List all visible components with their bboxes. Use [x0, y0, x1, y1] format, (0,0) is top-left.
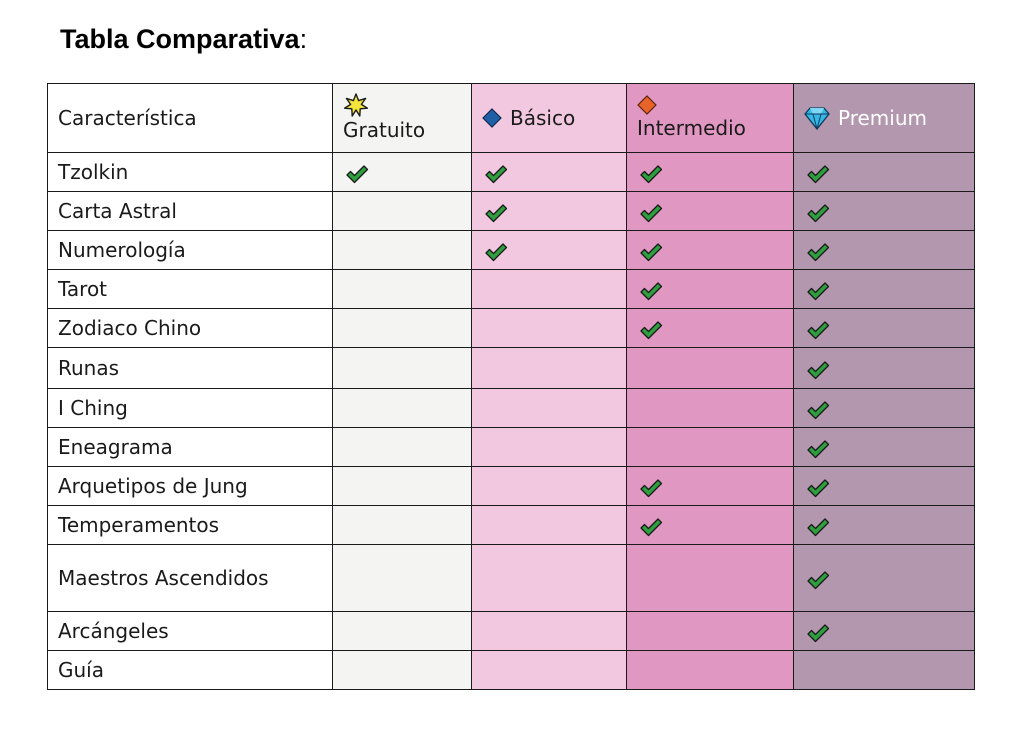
table-body	[48, 153, 975, 690]
table-row	[48, 612, 975, 651]
check-icon	[794, 517, 830, 537]
check-icon	[627, 320, 663, 340]
feature-label: Runas	[58, 356, 120, 380]
plan-cell-gratuito	[333, 192, 472, 231]
table-row	[48, 270, 975, 309]
check-icon	[627, 242, 663, 262]
plan-cell-basico	[472, 153, 627, 192]
plan-cell-intermedio	[627, 309, 794, 348]
plan-cell-basico	[472, 545, 627, 612]
feature-label: Arcángeles	[58, 619, 169, 643]
feature-label: Temperamentos	[58, 513, 220, 537]
plan-cell-intermedio	[627, 389, 794, 428]
plan-cell-basico	[472, 612, 627, 651]
plan-cell-basico	[472, 309, 627, 348]
check-icon	[794, 164, 830, 184]
plan-cell-basico	[472, 428, 627, 467]
star-icon	[343, 93, 471, 117]
page-title-colon: :	[299, 24, 308, 54]
plan-cell-intermedio	[627, 192, 794, 231]
plan-cell-premium	[794, 612, 975, 651]
plan-cell-intermedio	[627, 348, 794, 389]
plan-label-intermedio: Intermedio	[637, 116, 746, 140]
page-title-text: Tabla Comparativa	[60, 24, 300, 54]
feature-cell	[48, 153, 333, 192]
check-icon	[794, 281, 830, 301]
header-plan-intermedio	[627, 84, 794, 153]
feature-cell	[48, 545, 333, 612]
plan-cell-intermedio	[627, 651, 794, 690]
check-icon	[794, 623, 830, 643]
plan-cell-basico	[472, 389, 627, 428]
table-row	[48, 428, 975, 467]
check-icon	[794, 360, 830, 380]
plan-cell-premium	[794, 270, 975, 309]
feature-label: Tzolkin	[58, 160, 129, 184]
feature-cell	[48, 467, 333, 506]
plan-cell-gratuito	[333, 389, 472, 428]
table-row	[48, 153, 975, 192]
plan-cell-premium	[794, 348, 975, 389]
plan-cell-gratuito	[333, 506, 472, 545]
plan-cell-gratuito	[333, 309, 472, 348]
plan-label-basico: Básico	[510, 106, 576, 130]
feature-label: Arquetipos de Jung	[58, 474, 248, 498]
header-plan-basico	[472, 84, 627, 153]
feature-label: Guía	[58, 658, 104, 682]
feature-cell	[48, 389, 333, 428]
plan-cell-premium	[794, 651, 975, 690]
feature-cell	[48, 428, 333, 467]
check-icon	[794, 242, 830, 262]
plan-label-gratuito: Gratuito	[343, 118, 426, 142]
check-icon	[627, 517, 663, 537]
header-feature-label: Característica	[58, 106, 197, 130]
check-icon	[794, 320, 830, 340]
blue-diamond-icon	[482, 108, 502, 128]
check-icon	[333, 164, 369, 184]
feature-cell	[48, 651, 333, 690]
plan-cell-intermedio	[627, 231, 794, 270]
check-icon	[472, 242, 508, 262]
plan-cell-basico	[472, 348, 627, 389]
plan-cell-basico	[472, 651, 627, 690]
check-icon	[794, 439, 830, 459]
plan-cell-premium	[794, 506, 975, 545]
plan-cell-gratuito	[333, 348, 472, 389]
plan-cell-gratuito	[333, 231, 472, 270]
feature-label: Eneagrama	[58, 435, 173, 459]
feature-cell	[48, 348, 333, 389]
plan-cell-intermedio	[627, 270, 794, 309]
table-row	[48, 545, 975, 612]
header-plan-gratuito	[333, 84, 472, 153]
table-row	[48, 231, 975, 270]
plan-cell-intermedio	[627, 506, 794, 545]
table-row	[48, 467, 975, 506]
plan-cell-gratuito	[333, 651, 472, 690]
plan-cell-intermedio	[627, 612, 794, 651]
plan-cell-gratuito	[333, 270, 472, 309]
feature-cell	[48, 506, 333, 545]
orange-diamond-icon	[637, 95, 793, 115]
check-icon	[627, 203, 663, 223]
plan-cell-basico	[472, 231, 627, 270]
gem-icon	[804, 106, 830, 130]
header-row	[48, 84, 975, 153]
feature-label: Zodiaco Chino	[58, 316, 202, 340]
plan-cell-intermedio	[627, 545, 794, 612]
header-feature-cell	[48, 84, 333, 153]
feature-cell	[48, 612, 333, 651]
plan-label-premium: Premium	[838, 106, 927, 130]
comparison-table	[47, 83, 975, 690]
feature-cell	[48, 309, 333, 348]
feature-label: Maestros Ascendidos	[58, 566, 269, 590]
check-icon	[794, 478, 830, 498]
header-plan-premium	[794, 84, 975, 153]
feature-label: Tarot	[58, 277, 108, 301]
check-icon	[627, 164, 663, 184]
feature-label: I Ching	[58, 396, 128, 420]
plan-cell-premium	[794, 545, 975, 612]
plan-cell-intermedio	[627, 428, 794, 467]
check-icon	[627, 281, 663, 301]
table-row	[48, 651, 975, 690]
plan-cell-basico	[472, 467, 627, 506]
check-icon	[472, 203, 508, 223]
table-row	[48, 348, 975, 389]
plan-cell-premium	[794, 428, 975, 467]
plan-cell-premium	[794, 389, 975, 428]
feature-cell	[48, 192, 333, 231]
table-row	[48, 309, 975, 348]
plan-cell-basico	[472, 506, 627, 545]
plan-cell-basico	[472, 270, 627, 309]
plan-cell-gratuito	[333, 153, 472, 192]
table-row	[48, 192, 975, 231]
plan-cell-gratuito	[333, 467, 472, 506]
check-icon	[472, 164, 508, 184]
check-icon	[627, 478, 663, 498]
plan-cell-gratuito	[333, 545, 472, 612]
feature-label: Numerología	[58, 238, 186, 262]
check-icon	[794, 400, 830, 420]
feature-cell	[48, 231, 333, 270]
plan-cell-gratuito	[333, 428, 472, 467]
check-icon	[794, 203, 830, 223]
plan-cell-premium	[794, 467, 975, 506]
plan-cell-gratuito	[333, 612, 472, 651]
plan-cell-intermedio	[627, 467, 794, 506]
plan-cell-premium	[794, 309, 975, 348]
feature-label: Carta Astral	[58, 199, 177, 223]
page-title	[60, 24, 307, 55]
table-row	[48, 506, 975, 545]
check-icon	[794, 570, 830, 590]
plan-cell-intermedio	[627, 153, 794, 192]
feature-cell	[48, 270, 333, 309]
plan-cell-premium	[794, 192, 975, 231]
plan-cell-premium	[794, 231, 975, 270]
plan-cell-basico	[472, 192, 627, 231]
plan-cell-premium	[794, 153, 975, 192]
table-row	[48, 389, 975, 428]
